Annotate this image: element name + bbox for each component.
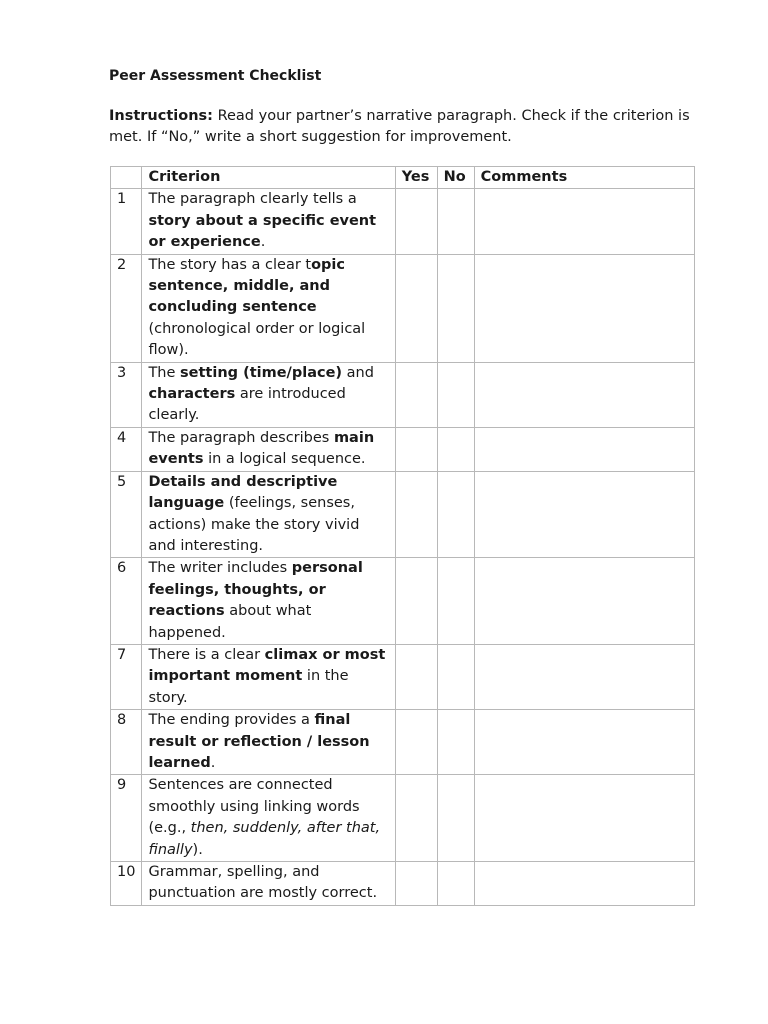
yes-checkbox-cell[interactable] — [395, 775, 437, 862]
criterion-cell — [142, 427, 395, 471]
page-title: Peer Assessment Checklist — [109, 68, 322, 84]
criterion-text-segment: about what happened. — [148, 603, 312, 641]
no-checkbox-cell[interactable] — [437, 362, 474, 427]
table-row — [111, 710, 695, 775]
header-no: No — [437, 167, 474, 189]
table-row — [111, 189, 695, 254]
criterion-text-segment: main events — [148, 429, 375, 468]
criterion-cell — [142, 189, 395, 254]
yes-checkbox-cell[interactable] — [395, 362, 437, 427]
no-checkbox-cell[interactable] — [437, 254, 474, 362]
criterion-cell — [142, 862, 395, 906]
criterion-cell — [142, 362, 395, 427]
yes-checkbox-cell[interactable] — [395, 644, 437, 709]
criterion-text-segment: Details and descriptive language — [148, 473, 338, 512]
criterion-text-segment: in the story. — [148, 668, 349, 706]
comments-cell[interactable] — [474, 558, 694, 645]
criterion-cell — [142, 644, 395, 709]
criterion-text-segment: are introduced clearly. — [148, 386, 346, 424]
comments-cell[interactable] — [474, 362, 694, 427]
criterion-text-segment: The story has a clear t — [148, 256, 312, 273]
no-checkbox-cell[interactable] — [437, 644, 474, 709]
criterion-text-segment: final result or reflection / lesson learned — [148, 712, 370, 771]
table-row — [111, 471, 695, 558]
instructions-text: Read your partner’s narrative paragraph. Check if the criterion is met. If “No,” write a short suggestion for improvement. — [109, 108, 690, 145]
comments-cell[interactable] — [474, 644, 694, 709]
criterion-text-segment: Sentences are connected smoothly using linking words (e.g., — [148, 777, 360, 837]
criterion-text-segment: . — [260, 234, 266, 251]
table-row — [111, 362, 695, 427]
yes-checkbox-cell[interactable] — [395, 710, 437, 775]
criterion-text-segment: The paragraph describes — [148, 429, 334, 446]
criterion-cell — [142, 710, 395, 775]
instructions-paragraph — [109, 106, 699, 148]
criterion-text-segment: . — [210, 754, 216, 771]
criterion-text-segment: The ending provides a — [148, 712, 315, 729]
instructions-label: Instructions: — [109, 108, 213, 124]
criterion-text-segment: and — [342, 364, 374, 381]
criterion-text-segment: ). — [192, 841, 203, 858]
row-number: 6 — [111, 558, 142, 645]
comments-cell[interactable] — [474, 775, 694, 862]
criterion-text-segment: Grammar, spelling, and punctuation are mostly correct. — [148, 864, 378, 902]
criterion-text-segment: characters — [148, 386, 236, 403]
row-number: 1 — [111, 189, 142, 254]
criterion-cell — [142, 254, 395, 362]
comments-cell[interactable] — [474, 254, 694, 362]
row-number: 7 — [111, 644, 142, 709]
criterion-text-segment: opic sentence, middle, and concluding sentence — [148, 256, 346, 316]
no-checkbox-cell[interactable] — [437, 427, 474, 471]
no-checkbox-cell[interactable] — [437, 862, 474, 906]
row-number: 4 — [111, 427, 142, 471]
criterion-text-segment: (feelings, senses, actions) make the story vivid and interesting. — [148, 495, 360, 554]
checklist-table — [110, 166, 695, 906]
yes-checkbox-cell[interactable] — [395, 471, 437, 558]
yes-checkbox-cell[interactable] — [395, 254, 437, 362]
no-checkbox-cell[interactable] — [437, 710, 474, 775]
comments-cell[interactable] — [474, 427, 694, 471]
row-number: 8 — [111, 710, 142, 775]
comments-cell[interactable] — [474, 862, 694, 906]
row-number: 10 — [111, 862, 142, 906]
criterion-text-segment: (chronological order or logical flow). — [148, 320, 366, 359]
yes-checkbox-cell[interactable] — [395, 427, 437, 471]
criterion-text-segment: climax or most important moment — [148, 646, 386, 685]
yes-checkbox-cell[interactable] — [395, 862, 437, 906]
no-checkbox-cell[interactable] — [437, 775, 474, 862]
criterion-text-segment: setting (time/place) — [180, 364, 343, 381]
no-checkbox-cell[interactable] — [437, 558, 474, 645]
criterion-text-segment: The writer includes — [148, 560, 292, 577]
comments-cell[interactable] — [474, 710, 694, 775]
table-body — [111, 189, 695, 905]
criterion-cell — [142, 558, 395, 645]
criterion-text-segment: There is a clear — [148, 646, 265, 663]
row-number: 3 — [111, 362, 142, 427]
header-criterion: Criterion — [142, 167, 395, 189]
no-checkbox-cell[interactable] — [437, 471, 474, 558]
comments-cell[interactable] — [474, 189, 694, 254]
row-number: 9 — [111, 775, 142, 862]
row-number: 2 — [111, 254, 142, 362]
criterion-text-segment: in a logical sequence. — [203, 451, 366, 468]
criterion-text-segment: The paragraph clearly tells a — [148, 191, 357, 208]
yes-checkbox-cell[interactable] — [395, 189, 437, 254]
table-row — [111, 254, 695, 362]
table-row — [111, 862, 695, 906]
table-row — [111, 644, 695, 709]
criterion-text-segment: then, suddenly, after that, finally — [148, 820, 381, 858]
criterion-text-segment: personal feelings, thoughts, or reactions — [148, 560, 363, 620]
header-comments: Comments — [474, 167, 694, 189]
header-yes: Yes — [395, 167, 437, 189]
row-number: 5 — [111, 471, 142, 558]
header-number — [111, 167, 142, 189]
criterion-text-segment: story about a specific event or experience — [148, 212, 377, 251]
no-checkbox-cell[interactable] — [437, 189, 474, 254]
comments-cell[interactable] — [474, 471, 694, 558]
table-row — [111, 427, 695, 471]
table-row — [111, 775, 695, 862]
criterion-cell — [142, 775, 395, 862]
criterion-cell — [142, 471, 395, 558]
table-header-row — [111, 167, 695, 189]
yes-checkbox-cell[interactable] — [395, 558, 437, 645]
criterion-text-segment: The — [148, 364, 181, 381]
table-row — [111, 558, 695, 645]
